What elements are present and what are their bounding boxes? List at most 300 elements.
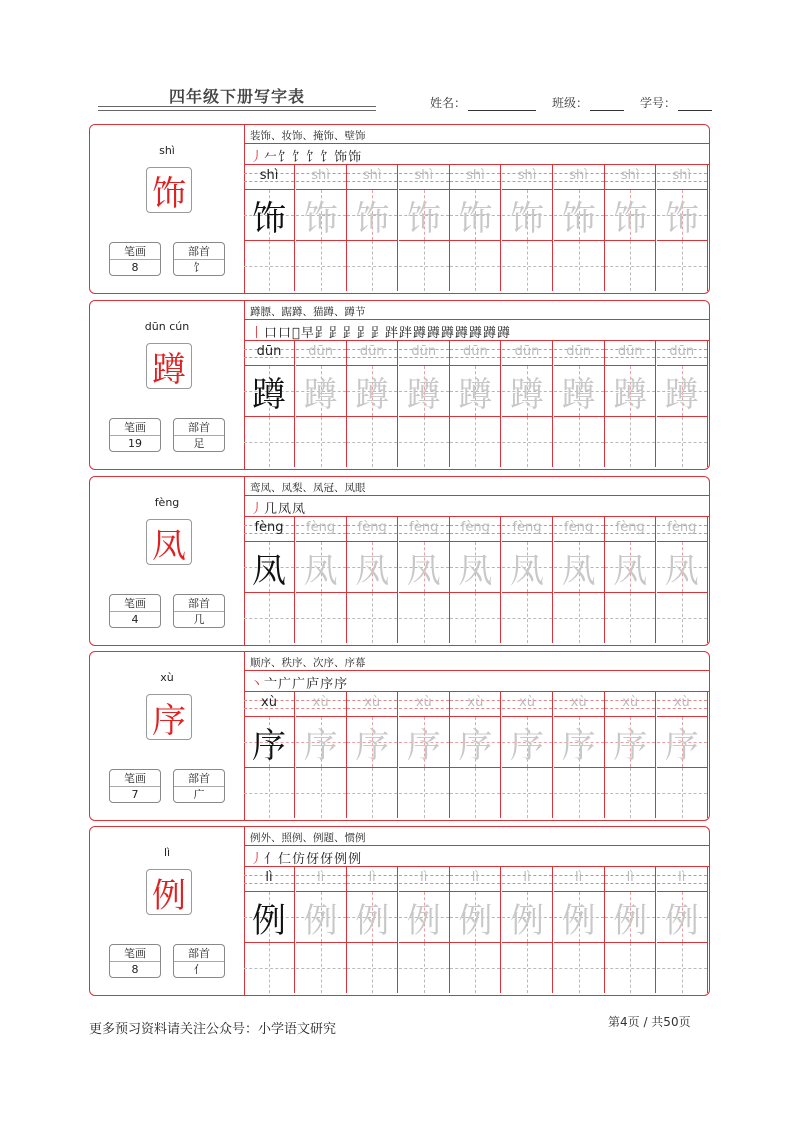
grid-cell[interactable] — [502, 165, 553, 291]
char-square — [399, 716, 449, 767]
grid-cell[interactable] — [657, 165, 708, 291]
blank-square[interactable] — [502, 592, 552, 643]
char-pinyin: dūn cún — [144, 320, 190, 333]
char-square — [450, 891, 500, 942]
grid-pinyin: xù — [467, 695, 484, 710]
char-square — [296, 189, 346, 240]
char-square — [399, 365, 449, 416]
stroke-step: 饣 — [278, 150, 292, 165]
number-label: 学号： — [640, 96, 677, 110]
char-pinyin: lì — [163, 846, 171, 859]
char-square — [502, 716, 552, 767]
grid-pinyin: xù — [312, 695, 329, 710]
radical-label: 部首 — [174, 946, 224, 962]
stroke-step: 庐 — [306, 677, 320, 692]
blank-square[interactable] — [657, 767, 707, 818]
stroke-step: 饰 — [334, 150, 348, 165]
grid-cell[interactable] — [244, 867, 295, 993]
example-words: 蹲膘、踞蹲、猫蹲、蹲节 — [250, 306, 366, 318]
radical-box — [173, 418, 225, 452]
stroke-step: 亻 — [264, 852, 278, 867]
grid-char: 序 — [664, 725, 699, 766]
char-square — [657, 891, 707, 942]
blank-square[interactable] — [605, 240, 655, 291]
blank-square[interactable] — [450, 416, 500, 467]
stroke-step: 口 — [278, 326, 292, 341]
grid-pinyin: xù — [622, 695, 639, 710]
grid-cell[interactable] — [296, 341, 347, 467]
pinyin-line — [347, 165, 397, 189]
blank-square[interactable] — [502, 767, 552, 818]
char-display: 序 — [146, 694, 192, 740]
grid-char: 饰 — [406, 198, 441, 239]
stroke-step: 仁 — [278, 852, 292, 867]
grid-cell[interactable] — [554, 341, 605, 467]
pinyin-line — [296, 867, 346, 891]
pinyin-line — [554, 517, 604, 541]
grid-pinyin: dūn — [566, 344, 591, 359]
stroke-step: 𠯁 — [292, 326, 300, 341]
pinyin-line — [296, 165, 346, 189]
radical-label: 部首 — [174, 596, 224, 612]
blank-square[interactable] — [657, 240, 707, 291]
pinyin-line — [450, 692, 500, 716]
grid-char: 凤 — [303, 550, 338, 591]
blank-square[interactable] — [296, 240, 346, 291]
char-square — [605, 365, 655, 416]
character-card — [89, 826, 710, 996]
grid-char: 例 — [355, 900, 390, 941]
pinyin-line — [554, 867, 604, 891]
char-square — [502, 189, 552, 240]
grid-cell[interactable] — [296, 692, 347, 818]
stroke-step: 早 — [300, 326, 314, 341]
grid-cell[interactable] — [296, 165, 347, 291]
char-square — [502, 365, 552, 416]
stroke-order — [250, 322, 511, 341]
grid-cell[interactable] — [657, 341, 708, 467]
grid-char: 凤 — [613, 550, 648, 591]
class-field[interactable] — [552, 94, 634, 111]
grid-cell[interactable] — [244, 341, 295, 467]
char-pinyin: xù — [160, 671, 174, 684]
stroke-order — [250, 673, 348, 692]
radical-box — [173, 594, 225, 628]
stroke-count: 8 — [131, 963, 139, 976]
grid-cell[interactable] — [502, 867, 553, 993]
grid-char: 饰 — [303, 198, 338, 239]
stroke-step: 饣 — [320, 150, 334, 165]
blank-square[interactable] — [347, 767, 397, 818]
grid-cell[interactable] — [450, 165, 501, 291]
blank-square[interactable] — [399, 416, 449, 467]
grid-cell[interactable] — [450, 517, 501, 643]
stroke-step: 伢 — [320, 852, 334, 867]
blank-square[interactable] — [450, 240, 500, 291]
name-label: 姓名： — [430, 96, 467, 110]
blank-square[interactable] — [657, 592, 707, 643]
grid-cell[interactable] — [554, 867, 605, 993]
student-fields — [430, 94, 722, 111]
char-square — [347, 716, 397, 767]
char-square — [399, 189, 449, 240]
grid-pinyin: lì — [368, 870, 376, 885]
char-square — [347, 891, 397, 942]
grid-cell[interactable] — [554, 692, 605, 818]
grid-cell[interactable] — [399, 867, 450, 993]
grid-cell[interactable] — [296, 517, 347, 643]
char-square — [399, 541, 449, 592]
char-square — [450, 716, 500, 767]
grid-cell[interactable] — [554, 165, 605, 291]
grid-char: 例 — [303, 900, 338, 941]
char-square — [554, 891, 604, 942]
char-square — [657, 541, 707, 592]
grid-pinyin: shì — [362, 168, 382, 183]
stroke-count-box — [109, 944, 161, 978]
stroke-step: 蹲 — [469, 326, 483, 341]
char-square — [244, 891, 294, 942]
example-words: 装饰、妆饰、掩饰、壁饰 — [250, 130, 366, 142]
grid-cell[interactable] — [450, 867, 501, 993]
blank-square[interactable] — [502, 416, 552, 467]
char-pinyin: fèng — [154, 496, 180, 509]
character-card — [89, 300, 710, 470]
blank-square[interactable] — [244, 767, 294, 818]
pinyin-line — [554, 692, 604, 716]
blank-square[interactable] — [657, 416, 707, 467]
stroke-order — [250, 146, 362, 165]
practice-area — [244, 125, 709, 293]
pinyin-line — [244, 341, 294, 365]
grid-pinyin: lì — [678, 870, 686, 885]
grid-pinyin: lì — [471, 870, 479, 885]
stroke-step: 亠 — [264, 677, 278, 692]
title-underline-2 — [98, 110, 376, 111]
pinyin-line — [502, 692, 552, 716]
blank-square[interactable] — [244, 942, 294, 993]
grid-pinyin: lì — [626, 870, 634, 885]
grid-cell[interactable] — [657, 517, 708, 643]
char-square — [296, 365, 346, 416]
grid-pinyin: shì — [414, 168, 434, 183]
page-number: 第4页 / 共50页 — [608, 1015, 691, 1029]
char-square — [347, 365, 397, 416]
grid-char: 凤 — [252, 550, 286, 591]
blank-square[interactable] — [296, 592, 346, 643]
char-square — [605, 189, 655, 240]
blank-square[interactable] — [399, 942, 449, 993]
grid-pinyin: xù — [519, 695, 535, 710]
blank-square[interactable] — [605, 592, 655, 643]
stroke-count-label: 笔画 — [110, 596, 160, 612]
radical: 饣 — [193, 261, 205, 274]
grid-pinyin: dūn — [463, 344, 488, 359]
grid-char: 蹲 — [664, 374, 699, 415]
stroke-step: 蹲 — [497, 326, 511, 341]
blank-square[interactable] — [605, 942, 655, 993]
grid-cell[interactable] — [502, 517, 553, 643]
card-info-panel — [90, 477, 245, 645]
grid-pinyin: xù — [364, 695, 381, 710]
radical: 亻 — [193, 963, 205, 976]
stroke-step: 仿 — [292, 852, 306, 867]
stroke-step: 蹲 — [483, 326, 497, 341]
stroke-step: 饰 — [348, 150, 362, 165]
grid-char: 蹲 — [458, 374, 493, 415]
grid-pinyin: fèng — [512, 520, 542, 535]
name-field[interactable] — [430, 94, 546, 111]
blank-square[interactable] — [502, 942, 552, 993]
pinyin-line — [244, 692, 294, 716]
stroke-step: 凤 — [292, 502, 306, 517]
grid-char: 蹲 — [406, 374, 441, 415]
blank-square[interactable] — [244, 416, 294, 467]
grid-char: 凤 — [406, 550, 441, 591]
pinyin-line — [296, 692, 346, 716]
name-blank[interactable] — [468, 98, 536, 111]
stroke-count-box — [109, 769, 161, 803]
stroke-step: 例 — [348, 852, 362, 867]
blank-square[interactable] — [450, 592, 500, 643]
divider — [244, 319, 709, 320]
grid-pinyin: shì — [672, 168, 692, 183]
grid-cell[interactable] — [347, 517, 398, 643]
character-card — [89, 476, 710, 646]
blank-square[interactable] — [347, 592, 397, 643]
blank-square[interactable] — [347, 942, 397, 993]
grid-pinyin: dūn — [669, 344, 695, 359]
stroke-count-label: 笔画 — [110, 244, 160, 260]
blank-square[interactable] — [296, 416, 346, 467]
divider — [244, 143, 709, 144]
stroke-count: 4 — [131, 613, 139, 626]
grid-pinyin: fèng — [357, 520, 387, 535]
char-square — [554, 189, 604, 240]
pinyin-line — [399, 517, 449, 541]
grid-cell[interactable] — [399, 692, 450, 818]
char-square — [244, 716, 294, 767]
char-square — [296, 541, 346, 592]
char-square — [450, 189, 500, 240]
grid-pinyin: lì — [523, 870, 531, 885]
grid-cell[interactable] — [296, 867, 347, 993]
pinyin-line — [244, 517, 294, 541]
grid-cell[interactable] — [450, 341, 501, 467]
grid-char: 饰 — [458, 198, 493, 239]
stroke-step: 跘 — [384, 326, 398, 341]
pinyin-line — [554, 165, 604, 189]
char-square — [399, 891, 449, 942]
char-square — [347, 189, 397, 240]
grid-char: 饰 — [664, 198, 699, 239]
blank-square[interactable] — [657, 942, 707, 993]
radical-box — [173, 242, 225, 276]
grid-char: 蹲 — [510, 374, 544, 415]
grid-pinyin: fèng — [409, 520, 439, 535]
example-words: 例外、照例、例题、惯例 — [250, 832, 366, 844]
grid-char: 蹲 — [355, 374, 390, 415]
blank-square[interactable] — [450, 767, 500, 818]
grid-pinyin: dūn — [256, 344, 282, 359]
grid-cell[interactable] — [347, 692, 398, 818]
grid-char: 例 — [510, 900, 544, 941]
stroke-step: 蹲 — [412, 326, 426, 341]
grid-cell[interactable] — [605, 517, 656, 643]
grid-cell[interactable] — [399, 165, 450, 291]
grid-char: 饰 — [561, 198, 596, 239]
card-info-panel — [90, 301, 245, 469]
grid-cell[interactable] — [502, 341, 553, 467]
char-display: 饰 — [146, 167, 192, 213]
blank-square[interactable] — [554, 942, 604, 993]
blank-square[interactable] — [554, 767, 604, 818]
grid-cell[interactable] — [399, 517, 450, 643]
blank-square[interactable] — [605, 767, 655, 818]
stroke-step: 蹲 — [427, 326, 441, 341]
stroke-count-box — [109, 594, 161, 628]
grid-cell[interactable] — [244, 517, 295, 643]
blank-square[interactable] — [399, 240, 449, 291]
pinyin-line — [450, 867, 500, 891]
title-underline — [98, 106, 376, 107]
pinyin-line — [450, 517, 500, 541]
grid-pinyin: xù — [415, 695, 432, 710]
grid-cell[interactable] — [347, 341, 398, 467]
grid-cell[interactable] — [244, 165, 295, 291]
grid-char: 蹲 — [613, 374, 648, 415]
practice-area — [244, 827, 709, 995]
practice-area — [244, 477, 709, 645]
pinyin-line — [657, 692, 707, 716]
pinyin-line — [605, 692, 655, 716]
stroke-step: 口 — [264, 326, 278, 341]
pinyin-line — [502, 165, 552, 189]
grid-pinyin: shì — [311, 168, 330, 183]
blank-square[interactable] — [244, 592, 294, 643]
pinyin-line — [347, 867, 397, 891]
pinyin-line — [347, 341, 397, 365]
stroke-count-box — [109, 242, 161, 276]
grid-char: 例 — [664, 900, 699, 941]
char-square — [605, 891, 655, 942]
blank-square[interactable] — [296, 767, 346, 818]
char-square — [502, 891, 552, 942]
grid-cell[interactable] — [502, 692, 553, 818]
grid-cell[interactable] — [554, 517, 605, 643]
pinyin-line — [605, 165, 655, 189]
grid-char: 序 — [510, 725, 544, 766]
blank-square[interactable] — [347, 240, 397, 291]
grid-pinyin: fèng — [306, 520, 336, 535]
blank-square[interactable] — [347, 416, 397, 467]
grid-char: 饰 — [510, 198, 544, 239]
grid-cell[interactable] — [244, 692, 295, 818]
stroke-count: 7 — [131, 788, 139, 801]
card-info-panel — [90, 827, 245, 995]
grid-cell[interactable] — [657, 867, 708, 993]
grid-char: 蹲 — [303, 374, 338, 415]
pinyin-line — [347, 517, 397, 541]
grid-pinyin: dūn — [308, 344, 333, 359]
page-header — [0, 0, 800, 120]
pinyin-line — [450, 341, 500, 365]
grid-char: 序 — [355, 725, 390, 766]
divider — [244, 845, 709, 846]
class-label: 班级： — [552, 96, 589, 110]
grid-cell[interactable] — [657, 692, 708, 818]
char-square — [450, 365, 500, 416]
grid-cell[interactable] — [399, 341, 450, 467]
stroke-step: 序 — [320, 677, 334, 692]
blank-square[interactable] — [605, 416, 655, 467]
footer-promo: 更多预习资料请关注公众号：小学语文研究 — [89, 1022, 337, 1037]
grid-cell[interactable] — [605, 165, 656, 291]
grid-cell[interactable] — [347, 165, 398, 291]
grid-char: 序 — [613, 725, 648, 766]
char-square — [244, 541, 294, 592]
stroke-step: 蹲 — [455, 326, 469, 341]
grid-cell[interactable] — [605, 341, 656, 467]
blank-square[interactable] — [502, 240, 552, 291]
blank-square[interactable] — [399, 767, 449, 818]
grid-char: 饰 — [613, 198, 648, 239]
pinyin-line — [657, 165, 707, 189]
stroke-step: 蹲 — [441, 326, 455, 341]
pinyin-line — [296, 341, 346, 365]
grid-char: 例 — [458, 900, 493, 941]
card-info-panel — [90, 125, 245, 293]
stroke-count-label: 笔画 — [110, 420, 160, 436]
pinyin-line — [399, 867, 449, 891]
char-square — [554, 716, 604, 767]
blank-square[interactable] — [399, 592, 449, 643]
radical: 足 — [193, 437, 205, 450]
blank-square[interactable] — [450, 942, 500, 993]
stroke-count: 8 — [131, 261, 139, 274]
blank-square[interactable] — [554, 592, 604, 643]
blank-square[interactable] — [296, 942, 346, 993]
grid-cell[interactable] — [605, 692, 656, 818]
stroke-step: 广 — [292, 677, 306, 692]
pinyin-line — [399, 165, 449, 189]
radical-label: 部首 — [174, 771, 224, 787]
grid-char: 饰 — [252, 198, 286, 239]
stroke-step: 饣 — [306, 150, 320, 165]
grid-char: 蹲 — [561, 374, 596, 415]
pinyin-line — [605, 341, 655, 365]
blank-square[interactable] — [554, 416, 604, 467]
stroke-step: 𠂉 — [264, 150, 278, 165]
stroke-step: 例 — [334, 852, 348, 867]
grid-cell[interactable] — [347, 867, 398, 993]
grid-char: 序 — [406, 725, 441, 766]
char-square — [554, 365, 604, 416]
class-blank[interactable] — [590, 98, 624, 111]
pinyin-line — [657, 341, 707, 365]
grid-cell[interactable] — [450, 692, 501, 818]
grid-char: 序 — [561, 725, 596, 766]
number-blank[interactable] — [678, 98, 712, 111]
grid-cell[interactable] — [605, 867, 656, 993]
grid-pinyin: lì — [316, 870, 325, 885]
grid-pinyin: shì — [259, 168, 279, 183]
blank-square[interactable] — [244, 240, 294, 291]
char-display: 蹲 — [146, 343, 192, 389]
blank-square[interactable] — [554, 240, 604, 291]
example-words: 鸾凤、凤梨、凤冠、凤眼 — [250, 482, 366, 494]
number-field[interactable] — [640, 94, 722, 111]
